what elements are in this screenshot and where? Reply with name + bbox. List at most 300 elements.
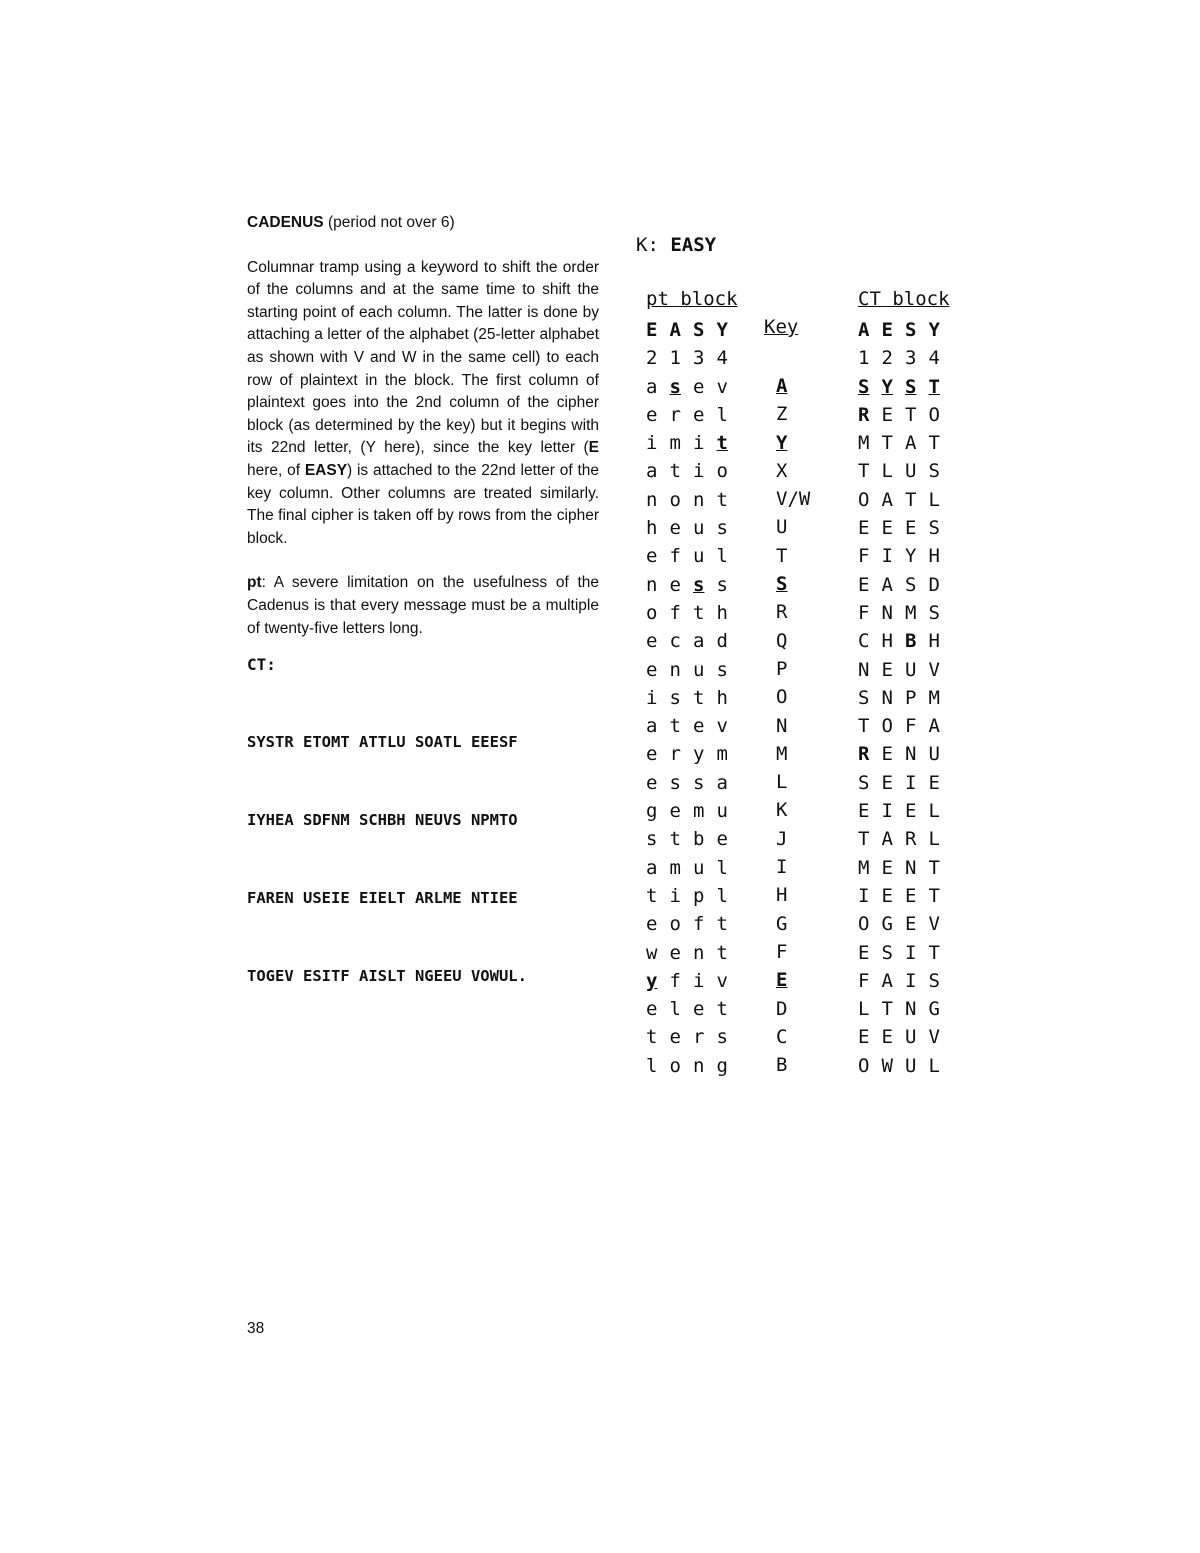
pt-cell: t (716, 913, 728, 936)
ct-cell: V (928, 658, 940, 681)
ct-cell: A (881, 573, 893, 596)
pt-cell: a (716, 771, 728, 794)
pt-keyword-row (646, 316, 740, 344)
key-letter: E (776, 969, 788, 992)
pt-cell: u (716, 800, 728, 823)
pt-row (646, 769, 740, 797)
ct-cell: N (881, 686, 893, 709)
pt-cell: r (669, 403, 681, 426)
pt-cell: o (716, 460, 728, 483)
key-letter: S (776, 573, 788, 596)
pt-cell: m (716, 743, 728, 766)
ciphertext-line: IYHEA SDFNM SCHBH NEUVS NPMTO (247, 810, 518, 829)
ct-row (858, 627, 952, 655)
key-row (776, 1023, 810, 1051)
ct-order-digit: 4 (928, 347, 940, 370)
ct-cell: T (928, 856, 940, 879)
pt-row (646, 627, 740, 655)
key-row (776, 457, 810, 485)
pt-cell: n (669, 658, 681, 681)
pt-cell: t (716, 941, 728, 964)
ct-row (858, 712, 952, 740)
pt-cell: i (693, 432, 705, 455)
ct-cell: S (858, 771, 870, 794)
ct-cell: V (928, 1026, 940, 1049)
ct-cell: L (928, 488, 940, 511)
pt-cell: v (716, 715, 728, 738)
pt-cell: c (669, 630, 681, 653)
key-row (776, 768, 810, 796)
ct-row (858, 740, 952, 768)
ct-cell: E (881, 658, 893, 681)
key-letter: A (776, 375, 788, 397)
ct-row (858, 486, 952, 514)
key-row (776, 995, 810, 1023)
pt-cell: e (646, 630, 658, 653)
key-line: K: EASY (636, 234, 717, 256)
pt-cell: s (716, 658, 728, 681)
ct-cell: A (928, 715, 940, 738)
key-row (776, 570, 810, 598)
pt-row (646, 571, 740, 599)
key-row (776, 372, 810, 400)
ct-cell: V (928, 913, 940, 936)
pt-cell: d (716, 630, 728, 653)
key-letter: Z (776, 403, 788, 426)
ct-cell: I (905, 771, 917, 794)
pt-order-digit: 4 (716, 347, 728, 370)
pt-row (646, 684, 740, 712)
ct-cell: E (881, 856, 893, 879)
pt-cell: n (693, 941, 705, 964)
pt-row (646, 599, 740, 627)
key-row (776, 485, 810, 513)
pt-cell: t (716, 998, 728, 1021)
pt-cell: l (716, 545, 728, 568)
pt-block (646, 316, 740, 1080)
pt-cell: e (693, 403, 705, 426)
key-letter: K (776, 799, 788, 822)
pt-cell: u (693, 545, 705, 568)
ct-cell: E (928, 771, 940, 794)
pt-cell: l (716, 884, 728, 907)
pt-cell: m (693, 800, 705, 823)
ct-cell: E (858, 800, 870, 823)
ct-cell: S (928, 601, 940, 624)
pt-cell: o (669, 488, 681, 511)
key-letter: B (776, 1054, 788, 1077)
ct-row (858, 882, 952, 910)
ct-cell: E (905, 517, 917, 540)
ct-cell: A (881, 969, 893, 992)
key-letter: H (776, 884, 788, 907)
pt-cell: y (646, 969, 658, 992)
ct-row (858, 571, 952, 599)
ct-cell: N (905, 743, 917, 766)
pt-cell: f (669, 601, 681, 624)
ct-row (858, 939, 952, 967)
ct-cell: M (858, 432, 870, 455)
ct-cell: T (928, 941, 940, 964)
pt-cell: o (669, 913, 681, 936)
ct-cell: O (858, 1054, 870, 1077)
ct-cell: E (881, 517, 893, 540)
ct-cell: U (928, 743, 940, 766)
ct-cell: A (881, 488, 893, 511)
ciphertext-line: TOGEV ESITF AISLT NGEEU VOWUL. (247, 966, 527, 985)
ct-cell: R (905, 828, 917, 851)
ct-cell: M (858, 856, 870, 879)
key-letter: T (776, 544, 788, 567)
pt-cell: t (693, 686, 705, 709)
key-row (776, 853, 810, 881)
ct-cell: S (858, 375, 870, 398)
pt-cell: i (646, 686, 658, 709)
key-row (776, 513, 810, 541)
ct-order-digit: 1 (858, 347, 870, 370)
pt-cell: r (669, 743, 681, 766)
key-row (776, 542, 810, 570)
key-letter: Q (776, 629, 788, 652)
ct-cell: H (928, 630, 940, 653)
key-letter: N (776, 714, 788, 737)
pt-row (646, 995, 740, 1023)
ct-cell: I (905, 969, 917, 992)
pt-cell: t (669, 460, 681, 483)
ct-cell: E (905, 800, 917, 823)
pt-cell: e (693, 715, 705, 738)
pt-cell: s (693, 771, 705, 794)
ct-cell: T (881, 432, 893, 455)
ct-cell: M (905, 601, 917, 624)
ct-cell: N (858, 658, 870, 681)
ct-cell: L (928, 828, 940, 851)
ct-cell: S (928, 460, 940, 483)
ct-cell: E (881, 403, 893, 426)
description-paragraph: Columnar tramp using a keyword to shift the order of the columns and at the same time to shift the starting point of each column. The latter is done by attaching a letter of the alphabet (25-letter alphabet as shown with V and W in the same cell) to each row of plaintext in the block. The first column of plaintext goes into the 2nd column of the cipher block (as determined by the key) but it begins with its 22nd letter, (Y here), since the key letter (E here, of EASY) is attached to the 22nd letter of the key column. Other columns are treated similarly. The final cipher is taken off by rows from the cipher block. (247, 258, 599, 547)
ct-order-row (858, 344, 952, 372)
pt-cell: a (646, 715, 658, 738)
pt-cell: o (646, 601, 658, 624)
ct-cell: I (905, 941, 917, 964)
ct-cell: E (881, 884, 893, 907)
ct-cell: E (858, 1026, 870, 1049)
ct-cell: D (928, 573, 940, 596)
key-row (776, 627, 810, 655)
ct-cell: I (858, 884, 870, 907)
pt-cell: s (716, 517, 728, 540)
pt-cell: v (716, 375, 728, 398)
pt-cell: g (716, 1054, 728, 1077)
pt-row (646, 882, 740, 910)
pt-row (646, 429, 740, 457)
pt-row (646, 797, 740, 825)
ct-row (858, 684, 952, 712)
ct-cell: N (905, 856, 917, 879)
ct-cell: E (858, 573, 870, 596)
pt-cell: f (693, 913, 705, 936)
pt-row (646, 542, 740, 570)
ct-cell: O (928, 403, 940, 426)
ct-row (858, 599, 952, 627)
pt-cell: a (646, 460, 658, 483)
ct-cell: L (928, 1054, 940, 1077)
ct-cell: Y (905, 545, 917, 568)
ct-cell: G (881, 913, 893, 936)
pt-cell: u (693, 517, 705, 540)
pt-cell: i (693, 460, 705, 483)
pt-cell: e (716, 828, 728, 851)
pt-keyword-letter: A (669, 319, 681, 341)
ct-cell: L (858, 998, 870, 1021)
pt-cell: l (716, 856, 728, 879)
key-letter: M (776, 742, 788, 765)
ciphertext (247, 677, 599, 1041)
ct-cell: I (881, 545, 893, 568)
ct-row (858, 542, 952, 570)
ct-row (858, 656, 952, 684)
pt-cell: m (669, 856, 681, 879)
pt-cell: s (716, 1026, 728, 1049)
pt-cell: n (693, 488, 705, 511)
ct-cell: H (928, 545, 940, 568)
ct-cell: E (905, 884, 917, 907)
ct-cell: E (905, 913, 917, 936)
pt-cell: e (693, 375, 705, 398)
pt-cell: e (646, 403, 658, 426)
ct-row (858, 769, 952, 797)
ct-cell: N (881, 601, 893, 624)
key-letter: Y (776, 431, 788, 454)
key-column (776, 372, 810, 1079)
ct-cell: A (881, 828, 893, 851)
ct-cell: O (858, 488, 870, 511)
pt-cell: i (693, 969, 705, 992)
ct-block (858, 316, 952, 1080)
key-row (776, 429, 810, 457)
pt-cell: t (693, 601, 705, 624)
ct-cell: T (928, 884, 940, 907)
key-row (776, 796, 810, 824)
pt-row (646, 486, 740, 514)
ct-cell: S (905, 375, 917, 398)
pt-cell: n (646, 573, 658, 596)
ct-row (858, 967, 952, 995)
ct-cell: S (928, 517, 940, 540)
ct-cell: P (905, 686, 917, 709)
key-row (776, 825, 810, 853)
ct-cell: E (881, 771, 893, 794)
pt-paragraph: pt: A severe limitation on the usefulness of the Cadenus is that every message must be a multiple of twenty-five letters long. (247, 574, 599, 637)
pt-cell: t (716, 488, 728, 511)
pt-cell: y (693, 743, 705, 766)
pt-row (646, 656, 740, 684)
pt-cell: s (669, 771, 681, 794)
pt-row (646, 401, 740, 429)
pt-cell: g (646, 800, 658, 823)
ct-cell: T (928, 375, 940, 398)
ct-cell: O (881, 715, 893, 738)
pt-keyword-letter: E (646, 319, 658, 341)
pt-row (646, 1052, 740, 1080)
ct-keyword-letter: E (881, 319, 893, 341)
pt-cell: b (693, 828, 705, 851)
ct-row (858, 1052, 952, 1080)
pt-cell: e (646, 998, 658, 1021)
ct-cell: E (881, 1026, 893, 1049)
pt-cell: w (646, 941, 658, 964)
ct-cell: B (905, 630, 917, 653)
pt-cell: l (669, 998, 681, 1021)
key-letter: V/W (776, 488, 811, 511)
ct-cell: Y (881, 375, 893, 398)
pt-row (646, 825, 740, 853)
pt-cell: e (669, 941, 681, 964)
ct-keyword-letter: S (905, 319, 917, 341)
ct-cell: E (881, 743, 893, 766)
pt-row (646, 373, 740, 401)
ct-cell: E (858, 941, 870, 964)
pt-cell: e (669, 1026, 681, 1049)
key-row (776, 598, 810, 626)
pt-cell: a (646, 856, 658, 879)
ct-row (858, 910, 952, 938)
key-row (776, 881, 810, 909)
ct-cell: L (881, 460, 893, 483)
ct-cell: T (858, 715, 870, 738)
pt-cell: t (646, 1026, 658, 1049)
pt-cell: n (693, 1054, 705, 1077)
key-letter: C (776, 1025, 788, 1048)
pt-cell: u (693, 658, 705, 681)
key-letter: P (776, 657, 788, 680)
ct-cell: L (928, 800, 940, 823)
pt-cell: s (669, 686, 681, 709)
page-number: 38 (247, 1320, 265, 1337)
key-letter: L (776, 771, 788, 794)
pt-order-digit: 1 (669, 347, 681, 370)
pt-row (646, 967, 740, 995)
ct-cell: I (881, 800, 893, 823)
key-row (776, 938, 810, 966)
pt-cell: e (646, 913, 658, 936)
pt-cell: e (646, 658, 658, 681)
ct-order-digit: 3 (905, 347, 917, 370)
pt-cell: s (646, 828, 658, 851)
ct-cell: H (881, 630, 893, 653)
pt-row (646, 457, 740, 485)
pt-cell: e (693, 998, 705, 1021)
pt-cell: s (669, 375, 681, 398)
ct-cell: S (858, 686, 870, 709)
pt-cell: f (669, 969, 681, 992)
pt-keyword-letter: Y (716, 319, 728, 341)
key-letter: I (776, 856, 788, 879)
pt-cell: e (646, 545, 658, 568)
ct-cell: C (858, 630, 870, 653)
key-letter: X (776, 459, 788, 482)
ct-row (858, 514, 952, 542)
key-row (776, 400, 810, 428)
key-column-title: Key (764, 316, 799, 338)
pt-cell: h (716, 686, 728, 709)
pt-order-digit: 3 (693, 347, 705, 370)
pt-cell: h (716, 601, 728, 624)
ct-cell: T (858, 460, 870, 483)
pt-cell: u (693, 856, 705, 879)
key-letter: G (776, 912, 788, 935)
ct-cell: F (858, 969, 870, 992)
ct-keyword-letter: A (858, 319, 870, 341)
ct-row (858, 429, 952, 457)
pt-cell: t (669, 715, 681, 738)
pt-cell: l (716, 403, 728, 426)
pt-order-digit: 2 (646, 347, 658, 370)
ct-cell: O (858, 913, 870, 936)
ct-cell: E (858, 517, 870, 540)
pt-cell: t (646, 884, 658, 907)
key-row (776, 966, 810, 994)
pt-cell: i (669, 884, 681, 907)
key-row (776, 740, 810, 768)
pt-cell: p (693, 884, 705, 907)
ct-row (858, 825, 952, 853)
pt-cell: h (646, 517, 658, 540)
ct-cell: T (905, 403, 917, 426)
pt-cell: e (646, 743, 658, 766)
ct-cell: G (928, 998, 940, 1021)
pt-cell: v (716, 969, 728, 992)
pt-cell: t (669, 828, 681, 851)
key-row (776, 655, 810, 683)
ct-cell: F (858, 601, 870, 624)
pt-cell: s (693, 573, 705, 596)
ct-cell: W (881, 1054, 893, 1077)
key-row (776, 910, 810, 938)
ciphertext-line: FAREN USEIE EIELT ARLME NTIEE (247, 888, 518, 907)
key-letter: F (776, 940, 788, 963)
pt-cell: n (646, 488, 658, 511)
ct-cell: M (928, 686, 940, 709)
pt-row (646, 1023, 740, 1051)
ct-cell: U (905, 1054, 917, 1077)
ct-keyword-row (858, 316, 952, 344)
ct-cell: F (858, 545, 870, 568)
pt-order-row (646, 344, 740, 372)
ct-row (858, 995, 952, 1023)
ct-cell: T (905, 488, 917, 511)
key-letter: O (776, 686, 788, 709)
pt-block-title: pt block (646, 288, 738, 310)
ct-cell: S (881, 941, 893, 964)
key-row (776, 1051, 810, 1079)
pt-cell: s (716, 573, 728, 596)
ciphertext-line: SYSTR ETOMT ATTLU SOATL EEESF (247, 732, 518, 751)
ct-row (858, 1023, 952, 1051)
pt-row (646, 854, 740, 882)
ct-row (858, 401, 952, 429)
ct-row (858, 373, 952, 401)
pt-row (646, 712, 740, 740)
cadenus-description (247, 212, 599, 1041)
pt-cell: e (669, 573, 681, 596)
pt-keyword-letter: S (693, 319, 705, 341)
ct-cell: U (905, 1026, 917, 1049)
ct-cell: A (905, 432, 917, 455)
ct-cell: S (928, 969, 940, 992)
ct-cell: N (905, 998, 917, 1021)
ct-cell: T (858, 828, 870, 851)
